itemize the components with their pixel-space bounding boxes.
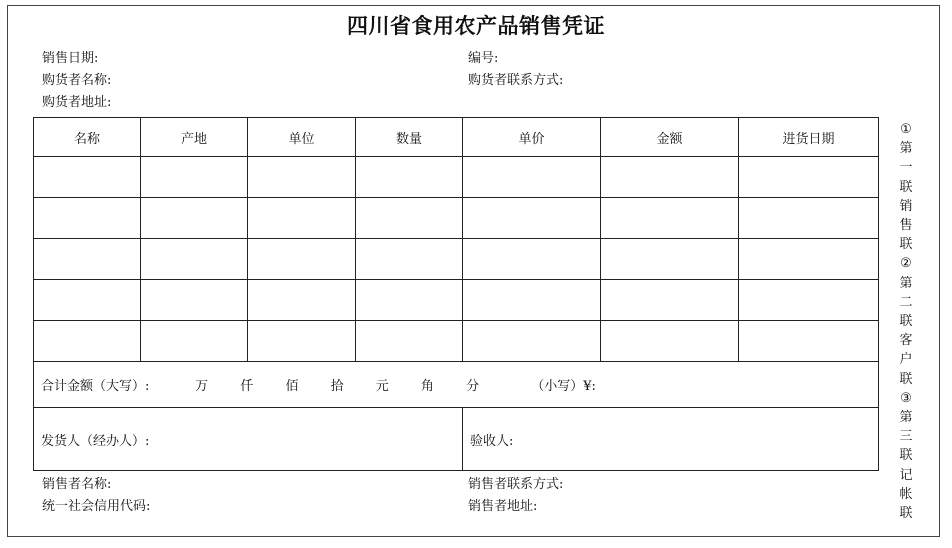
shipper-cell[interactable]: [34, 408, 463, 471]
table-row: [34, 321, 879, 362]
copy-char: 客: [899, 333, 913, 349]
column-header-unit-price: 单价: [463, 118, 601, 157]
table-cell[interactable]: [356, 198, 463, 239]
table-cell[interactable]: [248, 321, 356, 362]
total-amount-cell[interactable]: [34, 362, 879, 408]
column-header-amount: 金额: [601, 118, 739, 157]
table-cell[interactable]: [601, 198, 739, 239]
table-cell[interactable]: [248, 280, 356, 321]
copy-char: 联: [899, 448, 913, 464]
table-cell[interactable]: [739, 198, 879, 239]
table-cell[interactable]: [248, 198, 356, 239]
table-cell[interactable]: [463, 198, 601, 239]
buyer-address-label: 购货者地址:: [42, 95, 112, 110]
unit-wan: 万: [195, 379, 209, 394]
table-cell[interactable]: [34, 239, 141, 280]
copy-char: 帐: [899, 486, 913, 502]
column-header-purchase-date: 进货日期: [739, 118, 879, 157]
table-cell[interactable]: [739, 321, 879, 362]
seller-address-label: 销售者地址:: [468, 499, 538, 514]
table-cell[interactable]: [34, 198, 141, 239]
table-cell[interactable]: [601, 157, 739, 198]
buyer-name-label: 购货者名称:: [42, 73, 112, 88]
table-cell[interactable]: [463, 280, 601, 321]
table-row: [34, 198, 879, 239]
copy-char: 联: [899, 371, 913, 387]
table-cell[interactable]: [141, 239, 248, 280]
unit-yuan: 元: [375, 379, 389, 394]
table-cell[interactable]: [34, 280, 141, 321]
unit-qian: 仟: [240, 379, 254, 394]
copy-char: 第: [899, 410, 913, 426]
table-cell[interactable]: [356, 321, 463, 362]
copy-marker-2: ②: [900, 256, 912, 272]
table-cell[interactable]: [601, 280, 739, 321]
copy-marker-1: ①: [900, 122, 912, 137]
serial-number-label: 编号:: [468, 51, 499, 66]
table-cell[interactable]: [463, 157, 601, 198]
receiver-cell[interactable]: [463, 408, 879, 471]
copy-designation-sidebar: [896, 120, 916, 523]
copy-char: 售: [899, 218, 913, 234]
table-cell[interactable]: [463, 321, 601, 362]
copy-char: 二: [899, 294, 913, 310]
column-header-origin: 产地: [141, 118, 248, 157]
table-cell[interactable]: [463, 239, 601, 280]
table-header-row: [34, 118, 879, 157]
table-cell[interactable]: [141, 198, 248, 239]
table-row: [34, 157, 879, 198]
table-cell[interactable]: [739, 280, 879, 321]
seller-contact-label: 销售者联系方式:: [468, 477, 564, 492]
copy-char: 销: [899, 198, 913, 214]
table-cell[interactable]: [34, 321, 141, 362]
copy-char: 联: [899, 237, 913, 253]
unit-bai: 佰: [285, 379, 299, 394]
unit-jiao: 角: [420, 379, 434, 394]
copy-char: 记: [899, 467, 913, 483]
copy-char: 第: [899, 141, 913, 157]
total-small-label: （小写）¥:: [531, 379, 596, 394]
column-header-name: 名称: [34, 118, 141, 157]
table-cell[interactable]: [248, 239, 356, 280]
copy-char: 户: [899, 352, 913, 368]
table-cell[interactable]: [356, 280, 463, 321]
copy-char: 一: [899, 160, 913, 176]
copy-char: 联: [899, 506, 913, 522]
table-cell[interactable]: [141, 321, 248, 362]
total-units: [195, 379, 511, 394]
table-cell[interactable]: [141, 280, 248, 321]
table-row: [34, 280, 879, 321]
copy-marker-3: ③: [900, 390, 912, 406]
total-row: [34, 362, 879, 408]
total-amount-label: 合计金额（大写）:: [41, 379, 150, 394]
sales-table: [33, 117, 879, 471]
unit-fen: 分: [466, 379, 480, 394]
table-cell[interactable]: [356, 157, 463, 198]
page-title: 四川省食用农产品销售凭证: [347, 14, 605, 38]
table-cell[interactable]: [141, 157, 248, 198]
table-cell[interactable]: [601, 321, 739, 362]
copy-char: 联: [899, 179, 913, 195]
table-row: [34, 239, 879, 280]
table-cell[interactable]: [356, 239, 463, 280]
table-cell[interactable]: [601, 239, 739, 280]
seller-name-label: 销售者名称:: [42, 477, 112, 492]
sale-date-label: 销售日期:: [42, 51, 99, 66]
shipper-label: 发货人（经办人）:: [41, 433, 150, 449]
table-cell[interactable]: [739, 239, 879, 280]
signature-row: [34, 408, 879, 471]
table-cell[interactable]: [739, 157, 879, 198]
column-header-quantity: 数量: [356, 118, 463, 157]
unit-shi: 拾: [330, 379, 344, 394]
column-header-unit: 单位: [248, 118, 356, 157]
receiver-label: 验收人:: [470, 433, 514, 449]
table-cell[interactable]: [34, 157, 141, 198]
copy-char: 第: [899, 275, 913, 291]
copy-char: 三: [899, 429, 913, 445]
table-cell[interactable]: [248, 157, 356, 198]
copy-char: 联: [899, 314, 913, 330]
buyer-contact-label: 购货者联系方式:: [468, 73, 564, 88]
credit-code-label: 统一社会信用代码:: [42, 499, 151, 514]
